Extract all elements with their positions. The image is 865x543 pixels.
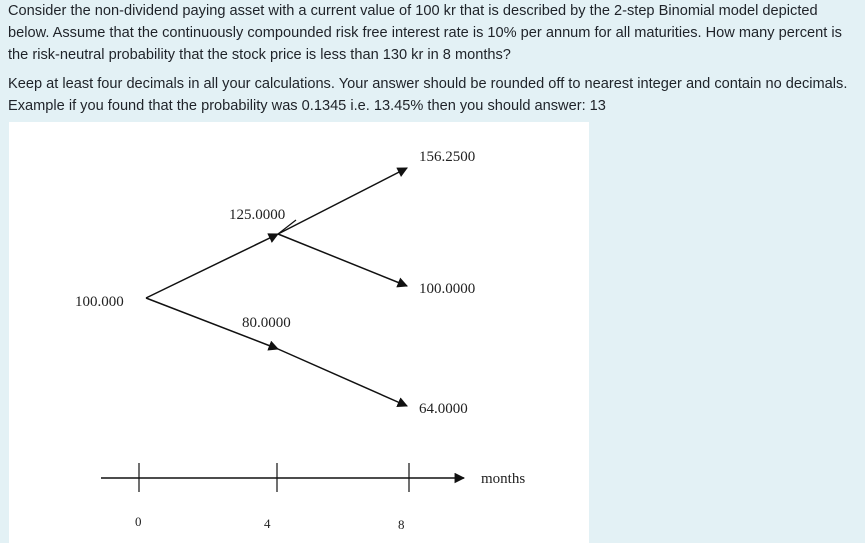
question-paragraph-2: Keep at least four decimals in all your calculations. Your answer should be rounded off to nearest integer and contain no decimals. Example if you found that the probability was 0.1345 i.e. 13.45% then you should answer: 13 xyxy=(8,76,848,114)
branch-up-updown xyxy=(278,234,407,286)
time-axis-tick-label-8: 8 xyxy=(398,517,405,532)
node-downdown-value: 64.0000 xyxy=(419,401,468,417)
time-axis-tick-label-0: 0 xyxy=(135,514,142,529)
branch-up-upup xyxy=(278,168,407,234)
question-text xyxy=(8,0,858,117)
binomial-tree-figure xyxy=(9,122,589,543)
node-up-value: 125.0000 xyxy=(229,207,286,223)
time-axis-tick-label-4: 4 xyxy=(264,516,271,531)
branch-root-up xyxy=(146,234,278,298)
time-axis-label: months xyxy=(481,471,526,487)
node-upup-value: 156.2500 xyxy=(419,149,476,165)
node-updown-value: 100.0000 xyxy=(419,281,476,297)
node-down-value: 80.0000 xyxy=(242,315,291,331)
node-root-value: 100.000 xyxy=(75,294,124,310)
branch-down-downdown xyxy=(278,349,407,406)
question-paragraph-1: Consider the non-dividend paying asset with a current value of 100 kr that is described by the 2-step Binomial model depicted below. Assume that the continuously compounded risk free interest rate is 10% per annum for all maturities. How many percent is the risk-neutral probability that the stock price is less than 130 kr in 8 months? xyxy=(8,3,842,63)
binomial-tree-diagram xyxy=(9,122,589,543)
